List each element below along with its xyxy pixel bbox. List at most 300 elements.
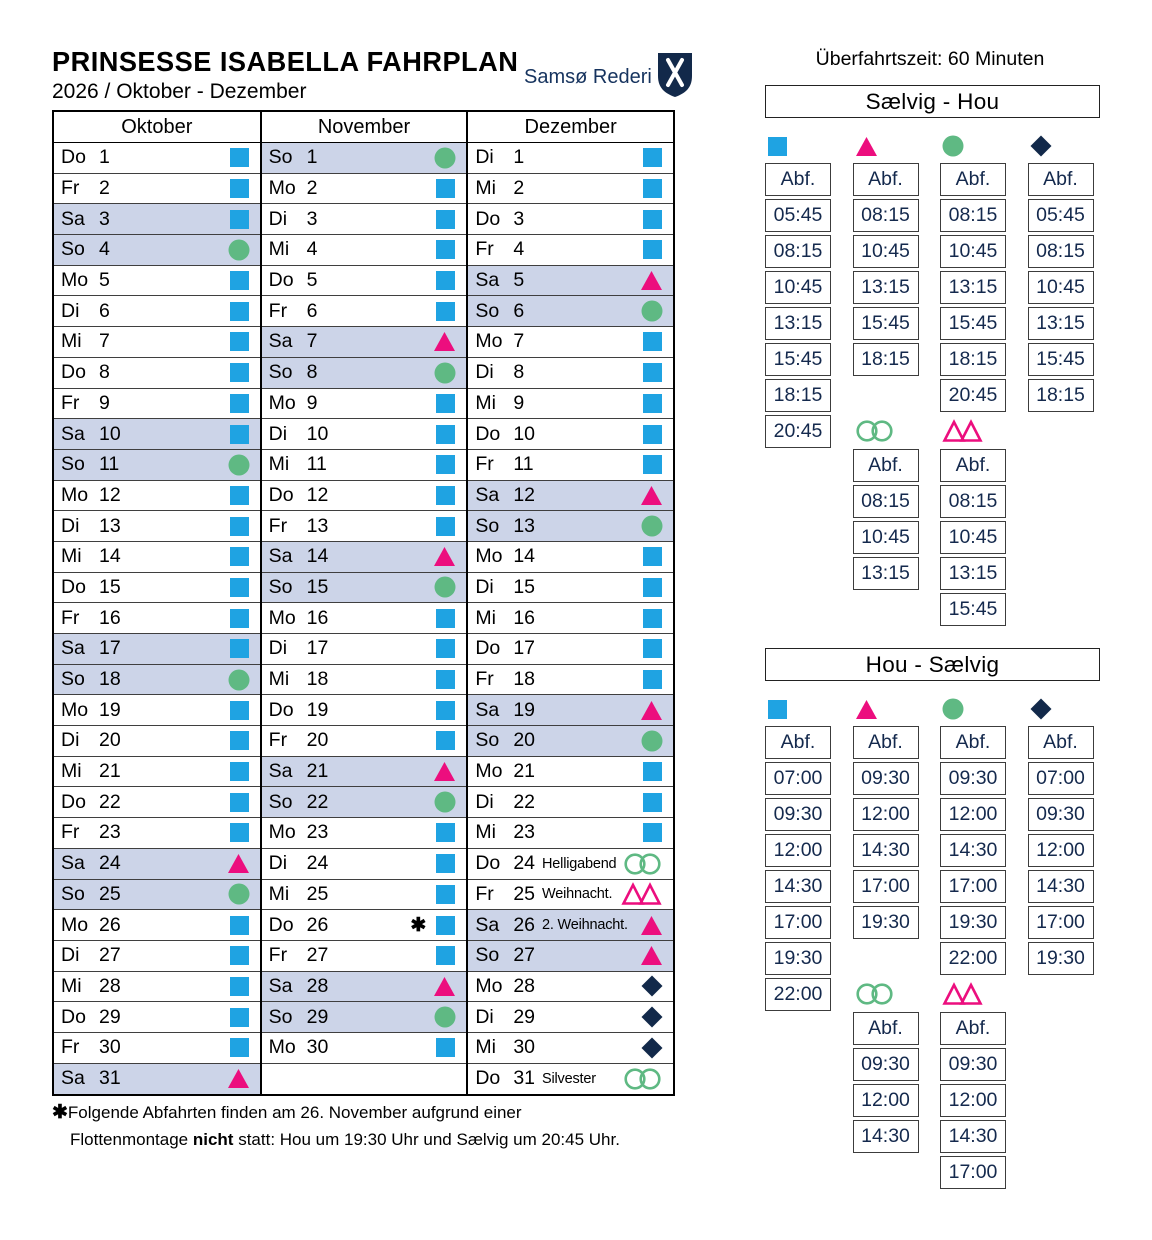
departure-column-triangle — [853, 696, 919, 942]
day-number: 27 — [99, 944, 121, 967]
blue-square-icon — [435, 853, 456, 874]
blue-square-icon — [435, 608, 456, 629]
route-title: Hou - Sælvig — [765, 648, 1100, 681]
day-number: 12 — [513, 483, 536, 506]
blue-square-icon — [435, 822, 456, 843]
departure-time: 18:15 — [940, 343, 1006, 376]
blue-square-icon — [229, 976, 250, 997]
blue-square-icon — [435, 270, 456, 291]
pink-triangle-icon — [433, 761, 456, 782]
navy-diamond-icon — [1030, 135, 1052, 157]
blue-square-icon — [642, 209, 663, 230]
day-row — [54, 358, 260, 389]
day-row — [468, 787, 673, 818]
day-number: 11 — [99, 453, 120, 476]
day-abbr: So — [268, 361, 293, 384]
green-circle-icon — [434, 1006, 456, 1028]
day-number: 11 — [306, 453, 327, 476]
day-number: 1 — [99, 146, 110, 169]
departure-time: 17:00 — [765, 906, 831, 939]
day-number: 22 — [99, 790, 121, 813]
day-row — [262, 296, 467, 327]
green-circle-icon — [942, 698, 964, 720]
day-number: 25 — [99, 882, 121, 905]
departure-time: 14:30 — [853, 834, 919, 867]
day-number: 23 — [99, 821, 121, 844]
day-row — [262, 358, 467, 389]
day-abbr: So — [61, 668, 85, 691]
day-row — [262, 573, 467, 604]
day-number: 26 — [99, 913, 121, 936]
day-abbr: Sa — [268, 330, 293, 353]
navy-diamond-icon — [641, 975, 663, 997]
departure-time: 13:15 — [1028, 307, 1094, 340]
day-row — [54, 1064, 260, 1095]
day-abbr: So — [475, 299, 500, 322]
day-abbr: So — [475, 729, 500, 752]
abf-header: Abf. — [853, 449, 919, 482]
day-abbr: Mo — [268, 1036, 296, 1059]
day-row — [468, 1033, 673, 1064]
day-number: 30 — [513, 1036, 536, 1059]
day-abbr: So — [475, 944, 500, 967]
day-abbr: Mi — [268, 238, 290, 261]
day-row — [54, 1033, 260, 1064]
blue-square-icon — [229, 577, 250, 598]
day-row — [468, 818, 673, 849]
day-number: 10 — [99, 422, 121, 445]
day-number: 5 — [306, 269, 318, 292]
green-circle-icon — [228, 239, 250, 261]
shield-crossed-oars-icon — [657, 52, 693, 103]
footnote-line-2: Flottenmontage nicht statt: Hou um 19:30 Uhr und Sælvig um 20:45 Uhr. — [70, 1130, 620, 1150]
day-abbr: Di — [61, 729, 80, 752]
departure-column-triangle2 — [940, 982, 1006, 1192]
departure-time: 14:30 — [940, 834, 1006, 867]
pink-triangle-icon — [640, 915, 663, 936]
blue-square-icon — [229, 393, 250, 414]
abf-header: Abf. — [940, 1012, 1006, 1045]
departure-column-diamond — [1028, 133, 1094, 415]
departure-time: 07:00 — [765, 762, 831, 795]
blue-square-icon — [642, 424, 663, 445]
day-row — [54, 296, 260, 327]
blue-square-icon — [435, 424, 456, 445]
day-abbr: Di — [61, 944, 80, 967]
day-number: 9 — [513, 391, 525, 414]
day-row — [54, 665, 260, 696]
day-number: 14 — [513, 545, 536, 568]
day-number: 5 — [513, 269, 525, 292]
day-row — [468, 389, 673, 420]
departure-time: 09:30 — [940, 762, 1006, 795]
day-row — [54, 880, 260, 911]
day-number: 3 — [513, 207, 525, 230]
blue-square-icon — [642, 239, 663, 260]
day-number: 16 — [99, 606, 121, 629]
blue-square-icon — [229, 362, 250, 383]
blue-square-icon — [229, 209, 250, 230]
day-number: 13 — [513, 514, 536, 537]
day-number: 12 — [306, 483, 329, 506]
day-row — [262, 481, 467, 512]
day-number: 28 — [99, 974, 121, 997]
day-row — [54, 481, 260, 512]
day-row — [262, 665, 467, 696]
day-abbr: Fr — [61, 606, 80, 629]
month-header: November — [262, 112, 467, 143]
day-row — [54, 910, 260, 941]
green-circle-icon — [228, 669, 250, 691]
abf-header: Abf. — [940, 163, 1006, 196]
day-row — [468, 296, 673, 327]
blue-square-icon — [767, 699, 788, 720]
day-row — [468, 327, 673, 358]
double-triangle-icon — [942, 419, 984, 443]
day-number: 20 — [306, 729, 329, 752]
departure-time: 08:15 — [940, 485, 1006, 518]
departure-time: 13:15 — [853, 271, 919, 304]
green-circle-icon — [228, 454, 250, 476]
blue-square-icon — [229, 331, 250, 352]
day-abbr: Do — [61, 790, 86, 813]
day-abbr: Sa — [61, 1067, 85, 1090]
day-abbr: Di — [475, 361, 494, 384]
blue-square-icon — [435, 915, 456, 936]
day-abbr: Sa — [475, 269, 500, 292]
departure-time: 09:30 — [853, 1048, 919, 1081]
day-abbr: Di — [475, 1005, 494, 1028]
day-abbr: Fr — [475, 882, 494, 905]
blue-square-icon — [767, 136, 788, 157]
blue-square-icon — [435, 209, 456, 230]
abf-header: Abf. — [853, 1012, 919, 1045]
day-number: 4 — [513, 238, 525, 261]
departure-time: 08:15 — [1028, 235, 1094, 268]
departure-time: 20:45 — [765, 415, 831, 448]
month-column-dezember — [466, 112, 673, 1094]
day-abbr: Mo — [475, 760, 503, 783]
blue-square-icon — [229, 792, 250, 813]
blue-square-icon — [435, 700, 456, 721]
day-number: 10 — [513, 422, 536, 445]
day-number: 12 — [99, 483, 121, 506]
day-abbr: Di — [268, 422, 288, 445]
blue-square-icon — [642, 761, 663, 782]
day-row — [262, 204, 467, 235]
double-circle-icon — [855, 419, 895, 443]
day-abbr: Fr — [61, 821, 80, 844]
day-abbr: Mi — [61, 760, 82, 783]
day-row — [262, 266, 467, 297]
departure-time: 10:45 — [765, 271, 831, 304]
green-circle-icon — [434, 362, 456, 384]
day-number: 21 — [306, 760, 329, 783]
departure-time: 17:00 — [940, 870, 1006, 903]
day-abbr: Fr — [61, 391, 80, 414]
blue-square-icon — [229, 915, 250, 936]
departure-column-square — [765, 133, 831, 451]
departure-time: 12:00 — [1028, 834, 1094, 867]
departure-time: 22:00 — [940, 942, 1006, 975]
day-row — [262, 726, 467, 757]
departure-time: 10:45 — [940, 521, 1006, 554]
blue-square-icon — [435, 301, 456, 322]
blue-square-icon — [435, 239, 456, 260]
day-abbr: Mi — [61, 974, 82, 997]
day-abbr: Do — [475, 637, 501, 660]
footnote — [52, 1098, 620, 1154]
day-row — [262, 327, 467, 358]
day-abbr: So — [61, 453, 85, 476]
green-circle-icon — [942, 135, 964, 157]
blue-square-icon — [642, 669, 663, 690]
day-abbr: Mo — [268, 177, 296, 200]
day-row — [468, 695, 673, 726]
departure-time: 18:15 — [853, 343, 919, 376]
day-abbr: Mo — [475, 330, 503, 353]
blue-square-icon — [642, 362, 663, 383]
departure-time: 14:30 — [1028, 870, 1094, 903]
blue-square-icon — [435, 730, 456, 751]
day-abbr: Do — [268, 913, 294, 936]
day-abbr: Mi — [475, 1036, 496, 1059]
blue-square-icon — [229, 516, 250, 537]
day-row — [468, 665, 673, 696]
blue-square-icon — [435, 485, 456, 506]
abf-header: Abf. — [1028, 726, 1094, 759]
month-header: Dezember — [468, 112, 673, 143]
day-abbr: So — [268, 1005, 293, 1028]
departure-time: 05:45 — [765, 199, 831, 232]
day-number: 29 — [306, 1005, 329, 1028]
day-row — [54, 787, 260, 818]
departure-column-circle — [940, 133, 1006, 415]
day-abbr: Do — [61, 146, 86, 169]
departure-time: 22:00 — [765, 978, 831, 1011]
day-number: 7 — [306, 330, 318, 353]
day-row — [54, 389, 260, 420]
pink-triangle-icon — [640, 270, 663, 291]
day-abbr: Di — [475, 146, 494, 169]
pink-triangle-icon — [855, 136, 878, 157]
blue-square-icon — [229, 270, 250, 291]
blue-square-icon — [642, 331, 663, 352]
blue-square-icon — [642, 608, 663, 629]
calendar-table — [52, 110, 675, 1096]
day-abbr: Di — [61, 514, 80, 537]
day-abbr: Mo — [475, 545, 503, 568]
day-number: 28 — [306, 974, 329, 997]
abf-header: Abf. — [853, 726, 919, 759]
day-number: 2 — [99, 177, 110, 200]
day-abbr: Do — [268, 269, 294, 292]
day-abbr: Mo — [61, 913, 89, 936]
day-row — [54, 143, 260, 174]
day-row — [54, 695, 260, 726]
day-row — [262, 787, 467, 818]
day-row — [54, 511, 260, 542]
departure-time: 19:30 — [940, 906, 1006, 939]
day-number: 10 — [306, 422, 329, 445]
day-number: 26 — [513, 913, 536, 936]
day-abbr: Sa — [61, 637, 85, 660]
day-abbr: Do — [61, 361, 86, 384]
departure-time: 15:45 — [1028, 343, 1094, 376]
day-abbr: Do — [61, 575, 86, 598]
departure-time: 19:30 — [765, 942, 831, 975]
day-number: 2 — [306, 177, 318, 200]
navy-diamond-icon — [1030, 698, 1052, 720]
day-abbr: Fr — [268, 299, 288, 322]
abf-header: Abf. — [940, 449, 1006, 482]
day-number: 5 — [99, 269, 110, 292]
day-row — [262, 634, 467, 665]
day-number: 21 — [99, 760, 121, 783]
day-row — [468, 358, 673, 389]
day-number: 13 — [306, 514, 329, 537]
departure-time: 12:00 — [853, 1084, 919, 1117]
day-row — [54, 603, 260, 634]
blue-square-icon — [229, 147, 250, 168]
day-abbr: Do — [475, 207, 501, 230]
blue-square-icon — [642, 147, 663, 168]
day-row — [262, 695, 467, 726]
blue-square-icon — [435, 516, 456, 537]
day-number: 17 — [513, 637, 536, 660]
day-row — [54, 849, 260, 880]
departure-time: 15:45 — [940, 593, 1006, 626]
day-abbr: Sa — [268, 545, 293, 568]
day-number: 9 — [306, 391, 318, 414]
day-row — [54, 174, 260, 205]
abf-header: Abf. — [853, 163, 919, 196]
page-title: PRINSESSE ISABELLA FAHRPLAN — [52, 46, 519, 77]
day-number: 2 — [513, 177, 525, 200]
day-row — [262, 542, 467, 573]
day-row — [54, 757, 260, 788]
departure-time: 07:00 — [1028, 762, 1094, 795]
departure-column-circle2 — [853, 419, 919, 593]
green-circle-icon — [434, 791, 456, 813]
blue-square-icon — [642, 792, 663, 813]
day-row — [468, 880, 673, 911]
day-row — [468, 450, 673, 481]
day-abbr: Di — [268, 637, 288, 660]
day-row — [262, 235, 467, 266]
green-circle-icon — [641, 515, 663, 537]
day-row — [468, 1064, 673, 1095]
navy-diamond-icon — [641, 1037, 663, 1059]
day-abbr: Sa — [268, 974, 293, 997]
day-abbr: Di — [61, 299, 80, 322]
departure-time: 08:15 — [765, 235, 831, 268]
day-number: 13 — [99, 514, 121, 537]
day-number: 17 — [306, 637, 329, 660]
green-circle-icon — [641, 730, 663, 752]
day-row — [54, 726, 260, 757]
blue-square-icon — [229, 424, 250, 445]
day-abbr: So — [61, 238, 85, 261]
day-number: 23 — [513, 821, 536, 844]
day-number: 14 — [306, 545, 329, 568]
departure-column-triangle2 — [940, 419, 1006, 629]
day-row — [262, 174, 467, 205]
month-column-oktober — [54, 112, 260, 1094]
day-row — [262, 757, 467, 788]
departure-column-triangle — [853, 133, 919, 379]
double-triangle-icon — [621, 882, 663, 906]
day-abbr: Sa — [268, 760, 293, 783]
day-number: 7 — [513, 330, 525, 353]
day-row — [468, 757, 673, 788]
day-row — [262, 880, 467, 911]
day-row — [262, 511, 467, 542]
day-row — [54, 450, 260, 481]
blue-square-icon — [642, 178, 663, 199]
blue-square-icon — [229, 945, 250, 966]
day-abbr: Mo — [61, 269, 89, 292]
departure-time: 14:30 — [765, 870, 831, 903]
blue-square-icon — [229, 178, 250, 199]
day-number: 28 — [513, 974, 536, 997]
day-abbr: Di — [268, 852, 288, 875]
day-abbr: Mi — [268, 882, 290, 905]
day-row — [468, 143, 673, 174]
blue-square-icon — [229, 638, 250, 659]
blue-square-icon — [435, 638, 456, 659]
departure-time: 08:15 — [940, 199, 1006, 232]
day-abbr: Fr — [268, 944, 288, 967]
day-abbr: Mo — [61, 698, 89, 721]
blue-square-icon — [229, 1007, 250, 1028]
departure-column-square — [765, 696, 831, 1014]
green-circle-icon — [228, 883, 250, 905]
day-row — [262, 143, 467, 174]
route-title: Sælvig - Hou — [765, 85, 1100, 118]
day-number: 21 — [513, 760, 536, 783]
day-row — [468, 204, 673, 235]
departure-time: 10:45 — [940, 235, 1006, 268]
footnote-line-1: ✱Folgende Abfahrten finden am 26. November aufgrund einer — [52, 1102, 522, 1123]
day-abbr: Fr — [61, 177, 80, 200]
day-abbr: Do — [268, 483, 294, 506]
abf-header: Abf. — [765, 726, 831, 759]
navy-diamond-icon — [641, 1006, 663, 1028]
day-number: 7 — [99, 330, 110, 353]
day-abbr: Mi — [61, 330, 82, 353]
day-abbr: Mi — [61, 545, 82, 568]
departure-time: 14:30 — [940, 1120, 1006, 1153]
footnote-asterisk-icon: ✱ — [410, 914, 427, 936]
departure-time: 14:30 — [853, 1120, 919, 1153]
pink-triangle-icon — [640, 485, 663, 506]
day-number: 22 — [513, 790, 536, 813]
blue-square-icon — [642, 393, 663, 414]
day-abbr: Do — [268, 698, 294, 721]
day-number: 31 — [513, 1067, 536, 1090]
departure-time: 20:45 — [940, 379, 1006, 412]
day-abbr: Mi — [475, 177, 496, 200]
day-row — [468, 174, 673, 205]
double-circle-icon — [855, 982, 895, 1006]
abf-header: Abf. — [1028, 163, 1094, 196]
day-abbr: Do — [475, 1067, 501, 1090]
departure-time: 10:45 — [853, 521, 919, 554]
day-abbr: Fr — [268, 514, 288, 537]
day-row — [54, 542, 260, 573]
day-row — [54, 972, 260, 1003]
